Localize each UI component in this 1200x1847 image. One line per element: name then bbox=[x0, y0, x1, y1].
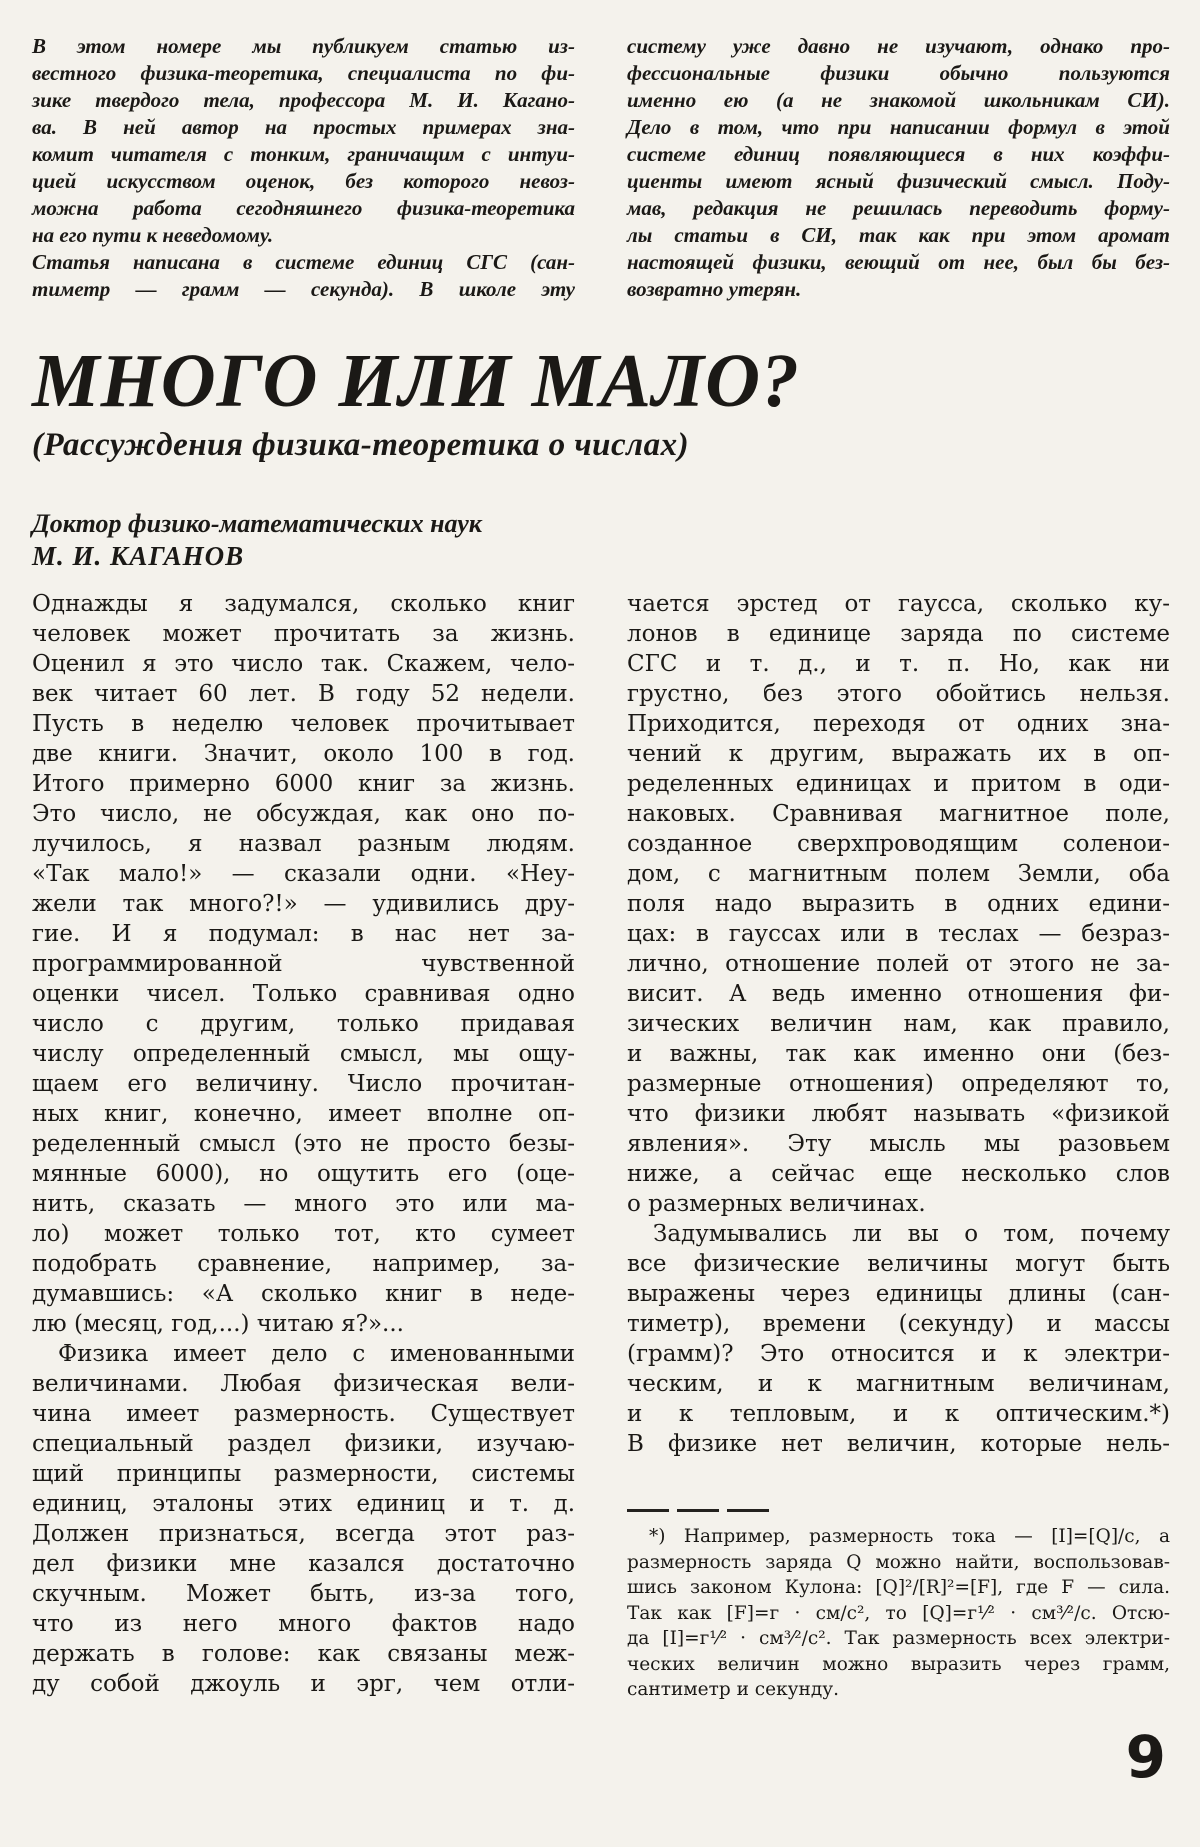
article-body bbox=[32, 589, 1170, 1703]
author-degree: Доктор физико-математических наук bbox=[32, 509, 482, 538]
text-line: Пусть в неделю человек прочитывает bbox=[32, 711, 575, 737]
text-line: и важны, так как именно они (без- bbox=[627, 1041, 1170, 1067]
text-line: Физика имеет дело с именованными bbox=[58, 1341, 575, 1367]
text-line: чина имеет размерность. Существует bbox=[32, 1401, 575, 1427]
text-line: Статья написана в системе единиц СГС (сан- bbox=[32, 250, 575, 274]
text-line: цах: в гауссах или в теслах — безраз- bbox=[627, 921, 1170, 947]
text-line: и к тепловым, и к оптическим.*) bbox=[627, 1401, 1170, 1427]
text-line: скучным. Может быть, из-за того, bbox=[32, 1581, 575, 1607]
article-title: МНОГО ИЛИ МАЛО? bbox=[32, 339, 801, 423]
editorial-intro bbox=[32, 33, 1170, 303]
text-line: можна работа сегодняшнего физика-теоретика bbox=[32, 196, 575, 220]
text-line: *) Например, размерность тока — [I]=[Q]/с, а bbox=[649, 1526, 1170, 1547]
text-line: человек может прочитать за жизнь. bbox=[32, 621, 575, 647]
text-line: думавшись: «А сколько книг в неде- bbox=[32, 1281, 575, 1307]
body-left-column bbox=[32, 589, 575, 1699]
article-subtitle: (Рассуждения физика-теоретика о числах) bbox=[32, 427, 690, 463]
text-line: о размерных величинах. bbox=[627, 1191, 926, 1217]
text-line: оценки чисел. Только сравнивая одно bbox=[32, 981, 575, 1007]
text-line: «Так мало!» — сказали одни. «Неу- bbox=[32, 861, 575, 887]
text-line: лонов в единице заряда по системе bbox=[627, 621, 1170, 647]
text-line: держать в голове: как связаны меж- bbox=[32, 1641, 575, 1667]
text-line: Задумывались ли вы о том, почему bbox=[653, 1221, 1170, 1247]
text-line: системе единиц появляющиеся в них коэффи- bbox=[627, 142, 1170, 166]
page-number: 9 bbox=[1125, 1723, 1166, 1791]
text-line: ло) может только тот, кто сумеет bbox=[32, 1221, 575, 1247]
paragraph bbox=[32, 589, 575, 1339]
text-line: единиц, эталоны этих единиц и т. д. bbox=[32, 1491, 575, 1517]
footnote bbox=[627, 1524, 1170, 1703]
paragraph bbox=[32, 33, 575, 249]
text-line: ческих величин можно выразить через грамм, bbox=[627, 1653, 1170, 1675]
text-line: размерность заряда Q можно найти, воспользовав- bbox=[627, 1551, 1170, 1573]
text-line: зических величин нам, как правило, bbox=[627, 1011, 1170, 1037]
text-line: ческим, и к магнитным величинам, bbox=[627, 1371, 1170, 1397]
text-line: В физике нет величин, которые нель- bbox=[627, 1431, 1170, 1457]
text-line: вестного физика-теоретика, специалиста по фи- bbox=[32, 61, 575, 85]
text-line: Так как [F]=г · см/с², то [Q]=г¹⁄² · см³⁄²/с. Отсю- bbox=[627, 1602, 1170, 1624]
text-line: Дело в том, что при написании формул в этой bbox=[627, 115, 1170, 139]
text-line: (грамм)? Это относится и к электри- bbox=[627, 1341, 1170, 1367]
text-line: лю (месяц, год,...) читаю я?»... bbox=[32, 1311, 404, 1337]
text-line: да [I]=г¹⁄² · см³⁄²/с². Так размерность всех электри- bbox=[627, 1628, 1170, 1649]
text-line: жели так много?!» — удивились дру- bbox=[32, 891, 575, 917]
paragraph bbox=[627, 589, 1170, 1219]
text-line: ва. В ней автор на простых примерах зна- bbox=[32, 115, 575, 139]
text-line: мянные 6000), но ощутить его (оце- bbox=[32, 1161, 575, 1187]
text-line: поля надо выразить в одних едини- bbox=[627, 891, 1170, 917]
text-line: возвратно утерян. bbox=[627, 277, 802, 301]
footnote-divider bbox=[627, 1509, 777, 1512]
intro-left-column bbox=[32, 33, 575, 303]
text-line: ределенных единицах и притом в оди- bbox=[627, 771, 1170, 797]
paragraph bbox=[627, 1524, 1170, 1703]
paragraph bbox=[627, 33, 1170, 303]
text-line: что из него много фактов надо bbox=[32, 1611, 575, 1637]
byline-block bbox=[32, 507, 1170, 573]
text-line: тиметр), времени (секунду) и массы bbox=[627, 1311, 1170, 1337]
text-line: Приходится, переходя от одних зна- bbox=[627, 711, 1170, 737]
text-line: щаем его величину. Число прочитан- bbox=[32, 1071, 575, 1097]
text-line: СГС и т. д., и т. п. Но, как ни bbox=[627, 651, 1170, 677]
headline-block bbox=[32, 339, 1170, 465]
text-line: Это число, не обсуждая, как оно по- bbox=[32, 801, 575, 827]
text-line: висит. А ведь именно отношения фи- bbox=[627, 981, 1170, 1007]
text-line: число с другим, только придавая bbox=[32, 1011, 575, 1037]
text-line: ных книг, конечно, имеет вполне оп- bbox=[32, 1101, 575, 1127]
text-line: две книги. Значит, около 100 в год. bbox=[32, 741, 575, 767]
text-line: на его пути к неведомому. bbox=[32, 223, 274, 247]
text-line: лично, отношение полей от этого не за- bbox=[627, 951, 1170, 977]
text-line: дом, с магнитным полем Земли, оба bbox=[627, 861, 1170, 887]
text-line: величинами. Любая физическая вели- bbox=[32, 1371, 575, 1397]
text-line: именно ею (а не знакомой школьникам СИ). bbox=[627, 88, 1170, 112]
text-line: все физические величины могут быть bbox=[627, 1251, 1170, 1277]
intro-right-column bbox=[627, 33, 1170, 303]
text-line: ределенный смысл (это не просто безы- bbox=[32, 1131, 575, 1157]
text-line: комит читателя с тонким, граничащим с интуи- bbox=[32, 142, 575, 166]
text-line: цией искусством оценок, без которого невоз- bbox=[32, 169, 575, 193]
text-line: Оценил я это число так. Скажем, чело- bbox=[32, 651, 575, 677]
text-line: программированной чувственной bbox=[32, 951, 575, 977]
text-line: сантиметр и секунду. bbox=[627, 1679, 840, 1700]
body-right-column bbox=[627, 589, 1170, 1703]
text-line: В этом номере мы публикуем статью из- bbox=[32, 34, 575, 58]
text-line: чений к другим, выражать их в оп- bbox=[627, 741, 1170, 767]
author-name: М. И. КАГАНОВ bbox=[32, 541, 245, 571]
paragraph bbox=[627, 1219, 1170, 1459]
text-line: грустно, без этого обойтись нельзя. bbox=[627, 681, 1170, 707]
body-right-text bbox=[627, 589, 1170, 1459]
text-line: подобрать сравнение, например, за- bbox=[32, 1251, 575, 1277]
text-line: зике твердого тела, профессора М. И. Кагано- bbox=[32, 88, 575, 112]
text-line: что физики любят называть «физикой bbox=[627, 1101, 1170, 1127]
text-line: шись законом Кулона: [Q]²/[R]²=[F], где F — сила. bbox=[627, 1577, 1170, 1598]
text-line: гие. И я подумал: в нас нет за- bbox=[32, 921, 575, 947]
text-line: настоящей физики, веющий от нее, был бы без- bbox=[627, 250, 1170, 274]
text-line: числу определенный смысл, мы ощу- bbox=[32, 1041, 575, 1067]
text-line: фессиональные физики обычно пользуются bbox=[627, 61, 1170, 85]
text-line: щий принципы размерности, системы bbox=[32, 1461, 575, 1487]
text-line: специальный раздел физики, изучаю- bbox=[32, 1431, 575, 1457]
text-line: лучилось, я назвал разным людям. bbox=[32, 831, 575, 857]
text-line: тиметр — грамм — секунда). В школе эту bbox=[32, 277, 575, 301]
text-line: систему уже давно не изучают, однако про- bbox=[627, 34, 1170, 58]
text-line: ниже, а сейчас еще несколько слов bbox=[627, 1161, 1170, 1187]
text-line: Итого примерно 6000 книг за жизнь. bbox=[32, 771, 575, 797]
text-line: циенты имеют ясный физический смысл. Поду- bbox=[627, 169, 1170, 193]
text-line: Однажды я задумался, сколько книг bbox=[32, 591, 575, 617]
text-line: выражены через единицы длины (сан- bbox=[627, 1281, 1170, 1307]
text-line: мав, редакция не решилась переводить форму- bbox=[627, 196, 1170, 220]
paragraph bbox=[32, 249, 575, 303]
paragraph bbox=[32, 1339, 575, 1699]
text-line: нить, сказать — много это или ма- bbox=[32, 1191, 575, 1217]
text-line: дел физики мне казался достаточно bbox=[32, 1551, 575, 1577]
text-line: лы статьи в СИ, так как при этом аромат bbox=[627, 223, 1170, 247]
text-line: созданное сверхпроводящим соленои- bbox=[627, 831, 1170, 857]
text-line: размерные отношения) определяют то, bbox=[627, 1071, 1170, 1097]
text-line: чается эрстед от гаусса, сколько ку- bbox=[627, 591, 1170, 617]
text-line: явления». Эту мысль мы разовьем bbox=[627, 1131, 1170, 1157]
text-line: наковых. Сравнивая магнитное поле, bbox=[627, 801, 1170, 827]
text-line: ду собой джоуль и эрг, чем отли- bbox=[32, 1671, 575, 1697]
text-line: век читает 60 лет. В году 52 недели. bbox=[32, 681, 575, 707]
text-line: Должен признаться, всегда этот раз- bbox=[32, 1521, 575, 1547]
